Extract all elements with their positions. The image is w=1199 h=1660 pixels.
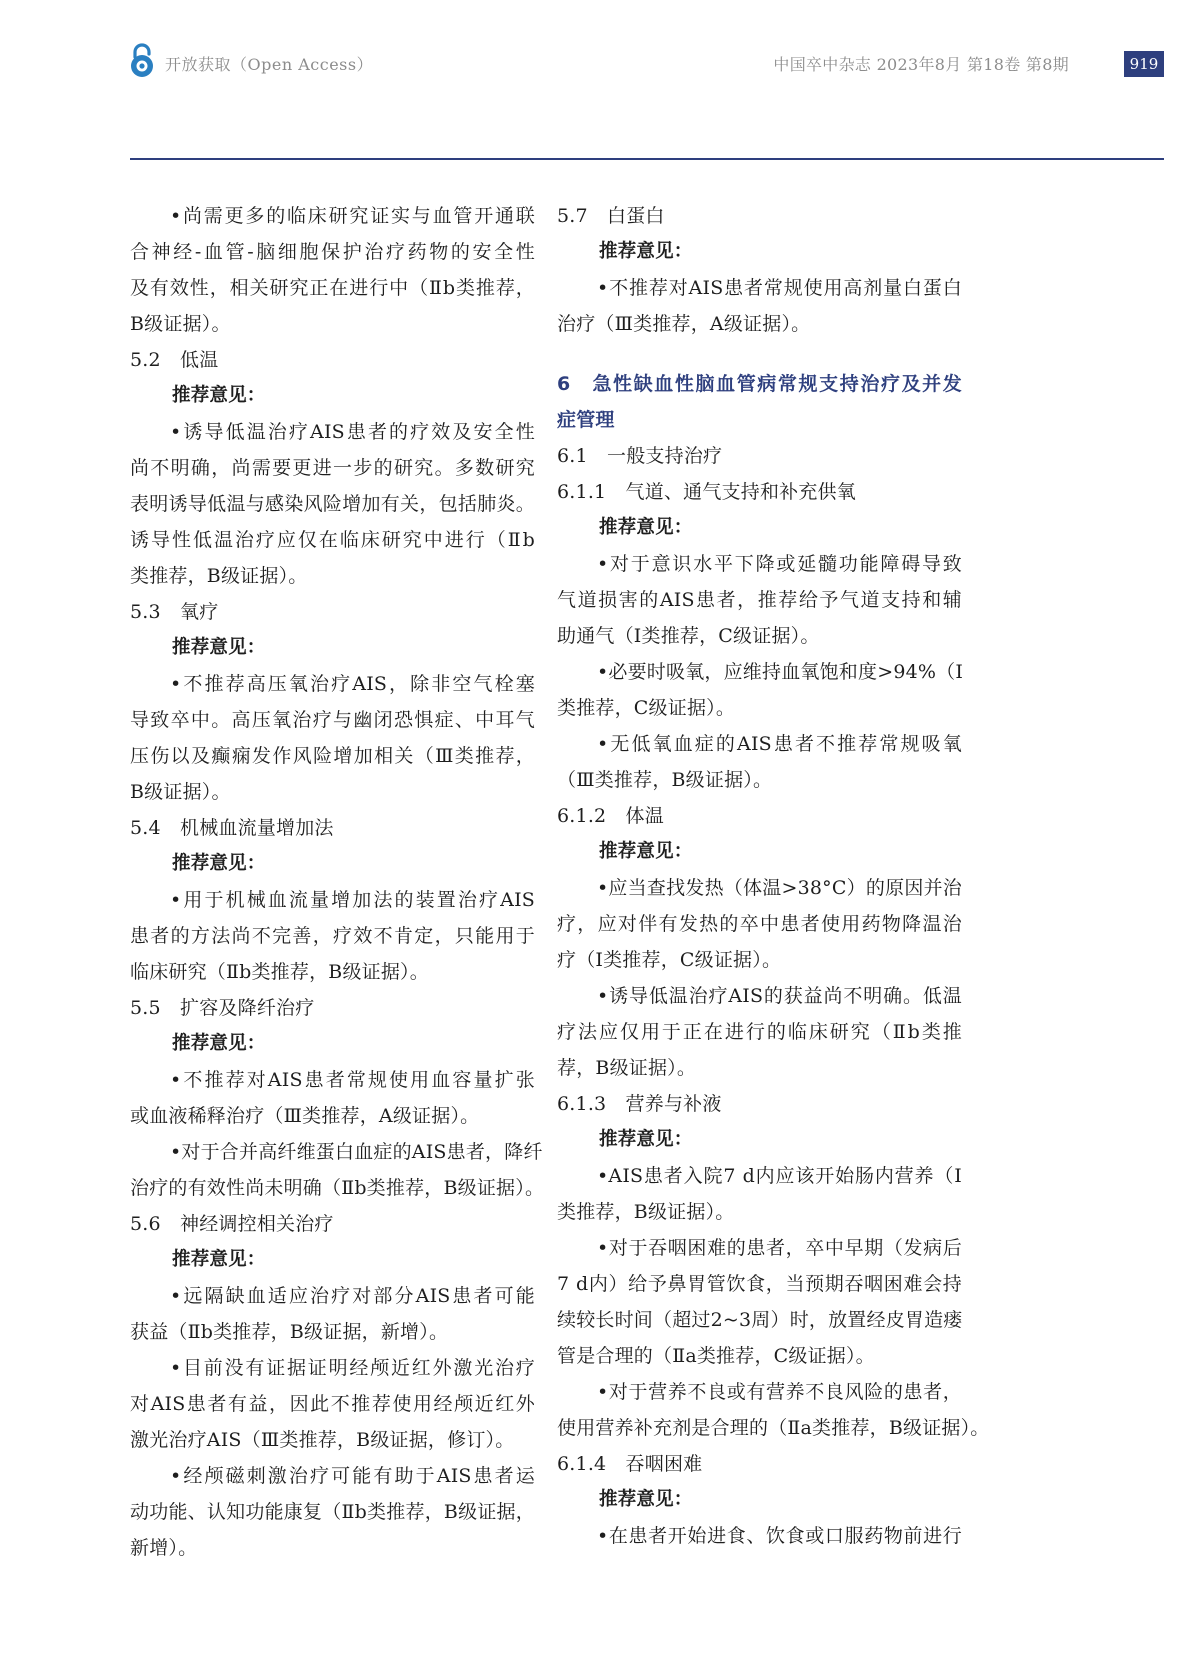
paragraph-line: •必要时吸氧，应维持血氧饱和度>94%（Ⅰ xyxy=(597,661,964,683)
paragraph-line: 疗（Ⅰ类推荐，C级证据）。 xyxy=(557,949,782,971)
recommendation-label: 推荐意见： xyxy=(599,1489,693,1510)
recommendation-label: 推荐意见： xyxy=(172,385,266,406)
section-heading: 5.5 扩容及降纤治疗 xyxy=(130,997,315,1019)
paragraph-line: 助通气（Ⅰ类推荐，C级证据）。 xyxy=(557,625,820,647)
recommendation-label: 推荐意见： xyxy=(172,1249,266,1270)
paragraph-line: 患者的方法尚不完善，疗效不肯定，只能用于 xyxy=(130,925,535,947)
paragraph-line: 导致卒中。高压氧治疗与幽闭恐惧症、中耳气 xyxy=(130,709,535,731)
paragraph-line: •无低氧血症的AIS患者不推荐常规吸氧 xyxy=(597,733,962,755)
section-heading: 6.1 一般支持治疗 xyxy=(557,445,723,467)
section-heading: 5.4 机械血流量增加法 xyxy=(130,817,334,839)
section-heading: 6.1.1 气道、通气支持和补充供氧 xyxy=(557,481,856,503)
paragraph-line: 气道损害的AIS患者，推荐给予气道支持和辅 xyxy=(557,589,962,611)
paragraph-line: •对于合并高纤维蛋白血症的AIS患者，降纤 xyxy=(170,1141,543,1163)
paragraph-line: •诱导低温治疗AIS的获益尚不明确。低温 xyxy=(597,985,962,1007)
paragraph-line: •用于机械血流量增加法的装置治疗AIS xyxy=(170,889,535,911)
header-rule xyxy=(130,158,1164,160)
paragraph-line: •对于意识水平下降或延髓功能障碍导致 xyxy=(597,553,962,575)
paragraph-line: •不推荐对AIS患者常规使用血容量扩张 xyxy=(170,1069,535,1091)
recommendation-label: 推荐意见： xyxy=(599,841,693,862)
paragraph-line: •在患者开始进食、饮食或口服药物前进行 xyxy=(597,1525,962,1547)
paragraph-line: 表明诱导低温与感染风险增加有关，包括肺炎。 xyxy=(130,493,535,515)
paragraph-line: 治疗的有效性尚未明确（Ⅱb类推荐，B级证据）。 xyxy=(130,1177,545,1199)
section-spacer xyxy=(557,342,962,366)
recommendation-label: 推荐意见： xyxy=(599,241,693,262)
recommendation-label: 推荐意见： xyxy=(172,853,266,874)
paragraph-line: 治疗（Ⅲ类推荐，A级证据）。 xyxy=(557,313,811,335)
paragraph-line: 动功能、认知功能康复（Ⅱb类推荐，B级证据， xyxy=(130,1501,535,1523)
paragraph-line: 类推荐，B级证据）。 xyxy=(557,1201,735,1223)
paragraph-line: 或血液稀释治疗（Ⅲ类推荐，A级证据）。 xyxy=(130,1105,480,1127)
open-access-lock-icon xyxy=(128,42,156,78)
section-heading: 6.1.2 体温 xyxy=(557,805,664,827)
paragraph-line: 激光治疗AIS（Ⅲ类推荐，B级证据，修订）。 xyxy=(130,1429,515,1451)
chapter-heading: 症管理 xyxy=(557,409,615,431)
recommendation-label: 推荐意见： xyxy=(172,637,266,658)
paragraph-line: •诱导低温治疗AIS患者的疗效及安全性 xyxy=(170,421,535,443)
paragraph-line: 续较长时间（超过2~3周）时，放置经皮胃造瘘 xyxy=(557,1309,963,1331)
section-heading: 5.2 低温 xyxy=(130,349,219,371)
paragraph-line: •不推荐高压氧治疗AIS，除非空气栓塞 xyxy=(170,673,535,695)
paragraph-line: 合神经-血管-脑细胞保护治疗药物的安全性 xyxy=(130,241,535,263)
right-column xyxy=(557,198,990,1554)
section-heading: 5.7 白蛋白 xyxy=(557,205,665,227)
recommendation-label: 推荐意见： xyxy=(172,1033,266,1054)
paragraph-line: 类推荐，C级证据）。 xyxy=(557,697,736,719)
paragraph-line: •目前没有证据证明经颅近红外激光治疗 xyxy=(170,1357,535,1379)
paragraph-line: （Ⅲ类推荐，B级证据）。 xyxy=(557,769,773,791)
section-heading: 5.3 氧疗 xyxy=(130,601,219,623)
open-access-label: 开放获取（Open Access） xyxy=(165,55,374,74)
paragraph-line: 使用营养补充剂是合理的（Ⅱa类推荐，B级证据）。 xyxy=(557,1417,990,1439)
paragraph-line: •对于吞咽困难的患者，卒中早期（发病后 xyxy=(597,1237,962,1259)
paragraph-line: 疗法应仅用于正在进行的临床研究（Ⅱb类推 xyxy=(557,1021,962,1043)
paragraph-line: •尚需更多的临床研究证实与血管开通联 xyxy=(170,205,535,227)
page-number: 919 xyxy=(1124,51,1164,77)
paragraph-line: 管是合理的（Ⅱa类推荐，C级证据）。 xyxy=(557,1345,875,1367)
recommendation-label: 推荐意见： xyxy=(599,1129,693,1150)
paragraph-line: 及有效性，相关研究正在进行中（Ⅱb类推荐， xyxy=(130,277,535,299)
journal-info: 中国卒中杂志 2023年8月 第18卷 第8期 xyxy=(773,55,1069,74)
recommendation-label: 推荐意见： xyxy=(599,517,693,538)
paragraph-line: 获益（Ⅱb类推荐，B级证据，新增）。 xyxy=(130,1321,449,1343)
paragraph-line: •经颅磁刺激治疗可能有助于AIS患者运 xyxy=(170,1465,535,1487)
paragraph-line: 疗，应对伴有发热的卒中患者使用药物降温治 xyxy=(557,913,962,935)
paragraph-line: 类推荐，B级证据）。 xyxy=(130,565,308,587)
chapter-heading: 6 急性缺血性脑血管病常规支持治疗及并发 xyxy=(557,373,962,395)
paragraph-line: B级证据）。 xyxy=(130,313,231,335)
page-header xyxy=(0,0,1199,160)
paragraph-line: 诱导性低温治疗应仅在临床研究中进行（Ⅱb xyxy=(130,529,535,551)
paragraph-line: B级证据）。 xyxy=(130,781,231,803)
section-heading: 6.1.3 营养与补液 xyxy=(557,1093,722,1115)
section-heading: 5.6 神经调控相关治疗 xyxy=(130,1213,334,1235)
paragraph-line: 临床研究（Ⅱb类推荐，B级证据）。 xyxy=(130,961,429,983)
section-heading: 6.1.4 吞咽困难 xyxy=(557,1453,703,1475)
paragraph-line: •对于营养不良或有营养不良风险的患者， xyxy=(597,1381,962,1403)
paragraph-line: •应当查找发热（体温>38°C）的原因并治 xyxy=(597,877,962,899)
paragraph-line: 7 d内）给予鼻胃管饮食，当预期吞咽困难会持 xyxy=(557,1273,962,1295)
paragraph-line: 荐，B级证据）。 xyxy=(557,1057,697,1079)
paragraph-line: 新增）。 xyxy=(130,1537,198,1559)
paragraph-line: 对AIS患者有益，因此不推荐使用经颅近红外 xyxy=(130,1393,535,1415)
paragraph-line: •远隔缺血适应治疗对部分AIS患者可能 xyxy=(170,1285,535,1307)
paragraph-line: 尚不明确，尚需要更进一步的研究。多数研究 xyxy=(130,457,535,479)
left-column xyxy=(130,198,545,1566)
paragraph-line: 压伤以及癫痫发作风险增加相关（Ⅲ类推荐， xyxy=(130,745,535,767)
paragraph-line: •不推荐对AIS患者常规使用高剂量白蛋白 xyxy=(597,277,962,299)
paragraph-line: •AIS患者入院7 d内应该开始肠内营养（Ⅰ xyxy=(597,1165,962,1187)
